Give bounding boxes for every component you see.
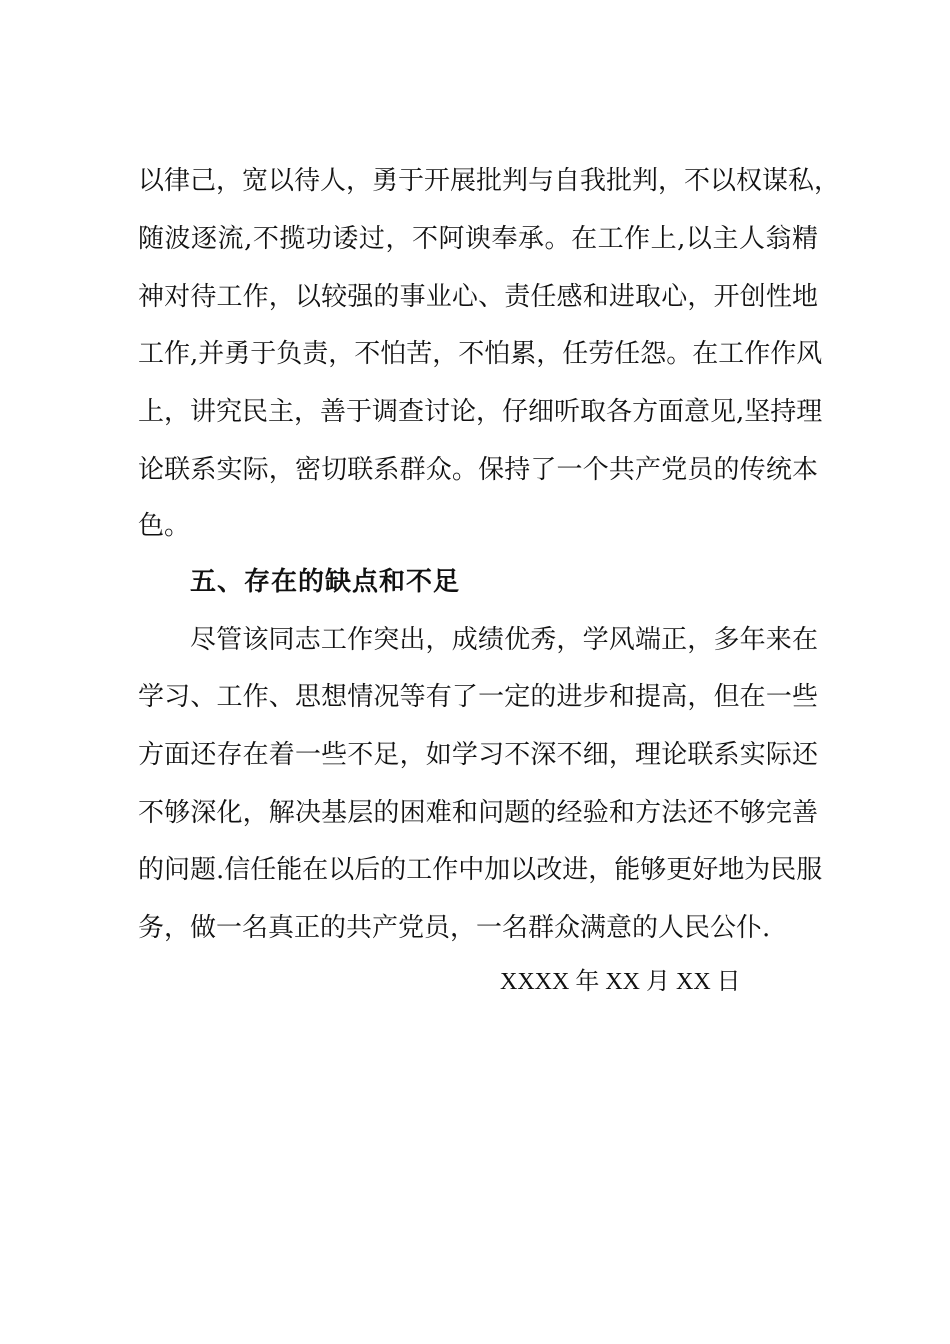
paragraph-2-line-3: 方面还存在着一些不足，如学习不深不细，理论联系实际还 xyxy=(138,740,818,770)
paragraph-2-line-5: 的问题.信任能在以后的工作中加以改进，能够更好地为民服 xyxy=(138,855,823,885)
document-date: XXXX 年 XX 月 XX 日 xyxy=(500,969,741,995)
paragraph-2-line-6: 务，做一名真正的共产党员，一名群众满意的人民公仆. xyxy=(138,913,771,943)
paragraph-1-line-1: 以律己，宽以待人，勇于开展批判与自我批判，不以权谋私， xyxy=(138,166,841,196)
paragraph-2-line-1: 尽管该同志工作突出，成绩优秀，学风端正，多年来在 xyxy=(190,625,818,655)
paragraph-1-line-2: 随波逐流,不揽功诿过，不阿谀奉承。在工作上,以主人翁精 xyxy=(138,224,818,254)
paragraph-2-line-2: 学习、工作、思想情况等有了一定的进步和提高，但在一些 xyxy=(138,682,818,712)
section-heading: 五、存在的缺点和不足 xyxy=(190,567,461,597)
paragraph-1-line-7: 色。 xyxy=(138,511,191,541)
paragraph-1-line-6: 论联系实际，密切联系群众。保持了一个共产党员的传统本 xyxy=(138,455,818,485)
paragraph-2-line-4: 不够深化，解决基层的困难和问题的经验和方法还不够完善 xyxy=(138,798,818,828)
paragraph-1-line-5: 上，讲究民主，善于调查讨论，仔细听取各方面意见,坚持理 xyxy=(138,397,823,427)
paragraph-1-line-3: 神对待工作，以较强的事业心、责任感和进取心，开创性地 xyxy=(138,282,818,312)
paragraph-1-line-4: 工作,并勇于负责，不怕苦，不怕累，任劳任怨。在工作作风 xyxy=(138,339,823,369)
